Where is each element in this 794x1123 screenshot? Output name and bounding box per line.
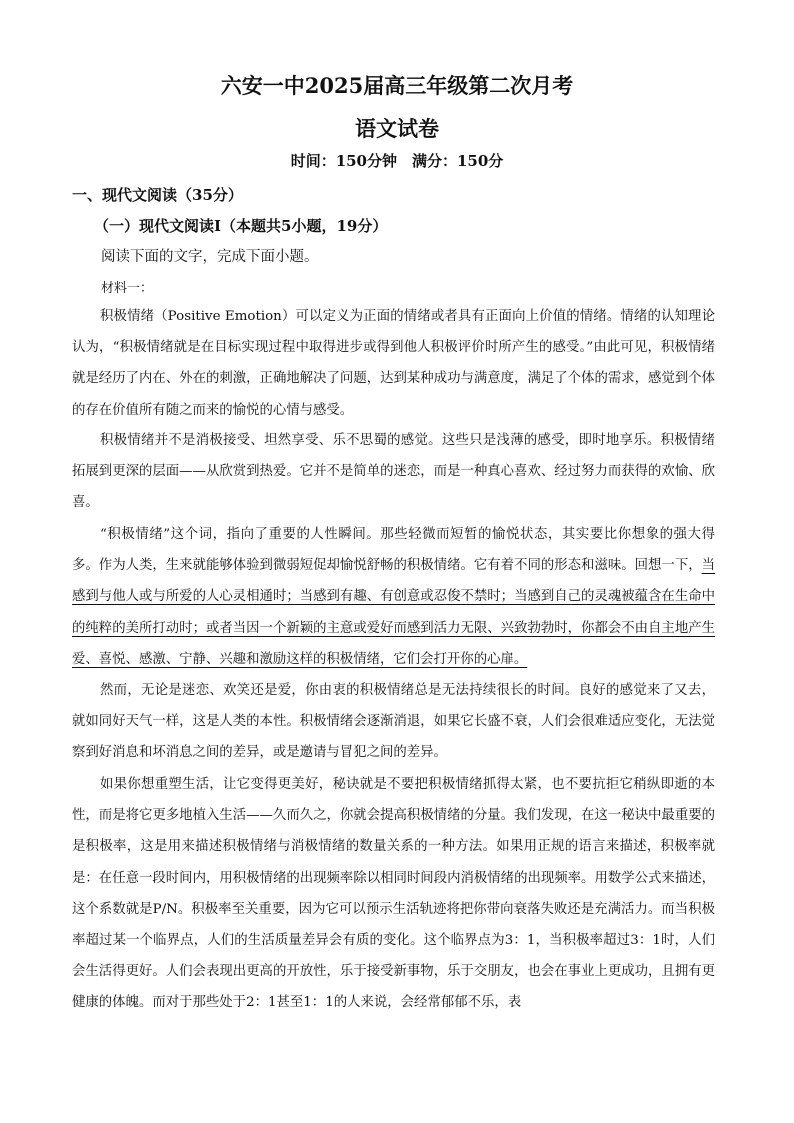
exam-time-info: 时间：150分钟 满分：150分 [290, 152, 504, 170]
exam-title: 六安一中2025届高三年级第二次月考 [220, 73, 574, 98]
passage-paragraph: 积极情绪（Positive Emotion）可以定义为正面的情绪或者具有正面向上价值的情绪。情绪的认知理论认为，“积极情绪就是在目标实现过程中取得进步或得到他人积极评价时所产生的感受。”由此可见，积极情绪就是经历了内在、外在的刺激，正确地解决了问题，达到某种成功与满意度，满足了个体的需求，感觉到个体的存在价值所有随之而来的愉悦的心情与感受。 [72, 309, 715, 418]
subsection-heading: （一）现代文阅读Ⅰ（本题共5小题，19分） [94, 217, 388, 235]
passage-paragraph [72, 519, 715, 675]
passage-paragraph: 如果你想重塑生活，让它变得更美好，秘诀就是不要把积极情绪抓得太紧，也不要抗拒它稍纵即逝的本性，而是将它更多地植入生活——久而久之，你就会提高积极情绪的分量。我们发现，在这一秘诀中最重要的是积极率，这是用来描述积极情绪与消极情绪的数量关系的一种方法。如果用正规的语言来描述，积极率就是：在任意一段时间内，用积极情绪的出现频率除以相同时间段内消极情绪的出现频率。用数学公式来描述，这个系数就是P/N。积极率至关重要，因为它可以预示生活轨迹将把你带向衰落失败还是充满活力。而当积极率超过某一个临界点，人们的生活质量差异会有质的变化。这个临界点为3：1，当积极率超过3：1时，人们会生活得更好。人们会表现出更高的开放性，乐于接受新事物，乐于交朋友，也会在事业上更成功，且拥有更健康的体魄。而对于那些处于2：1甚至1：1的人来说，会经常郁郁不乐，表 [72, 777, 715, 1011]
passage-paragraph: 然而，无论是迷恋、欢笑还是爱，你由衷的积极情绪总是无法持续很长的时间。良好的感觉来了又去，就如同好天气一样，这是人类的本性。积极情绪会逐渐消退，如果它长盛不衰，人们会很难适应变化，无法觉察到好消息和坏消息之间的差异，或是邀请与冒犯之间的差异。 [72, 683, 715, 761]
material-label: 材料一： [101, 281, 154, 296]
passage-paragraph: 积极情绪并不是消极接受、坦然享受、乐不思蜀的感觉。这些只是浅薄的感受，即时地享乐。积极情绪拓展到更深的层面——从欣赏到热爱。它并不是简单的迷恋，而是一种真心喜欢、经过努力而获得的欢愉、欣喜。 [72, 433, 715, 511]
underlined-passage: 当感到与他人或与所爱的人心灵相通时；当感到有趣、有创意或忍俊不禁时；当感到自己的灵魂被蕴含在生命中的纯粹的美所打动时；或者当因一个新颖的主意或爱好而感到活力无限、兴致勃勃时，你都会不由自主地产生爱、喜悦、感激、宁静、兴趣和激励这样的积极情绪，它们会打开你的心扉。 [72, 558, 715, 667]
paragraph-text: “积极情绪”这个词，指向了重要的人性瞬间。那些轻微而短暂的愉悦状态，其实要比你想象的强大得多。作为人类，生来就能够体验到微弱短促却愉悦舒畅的积极情绪。它有着不同的形态和滋味。回想一下， [72, 527, 715, 574]
exam-subject: 语文试卷 [355, 116, 439, 141]
section-heading: 一、现代文阅读（35分） [72, 186, 243, 204]
reading-instruction: 阅读下面的文字，完成下面小题。 [101, 249, 319, 265]
